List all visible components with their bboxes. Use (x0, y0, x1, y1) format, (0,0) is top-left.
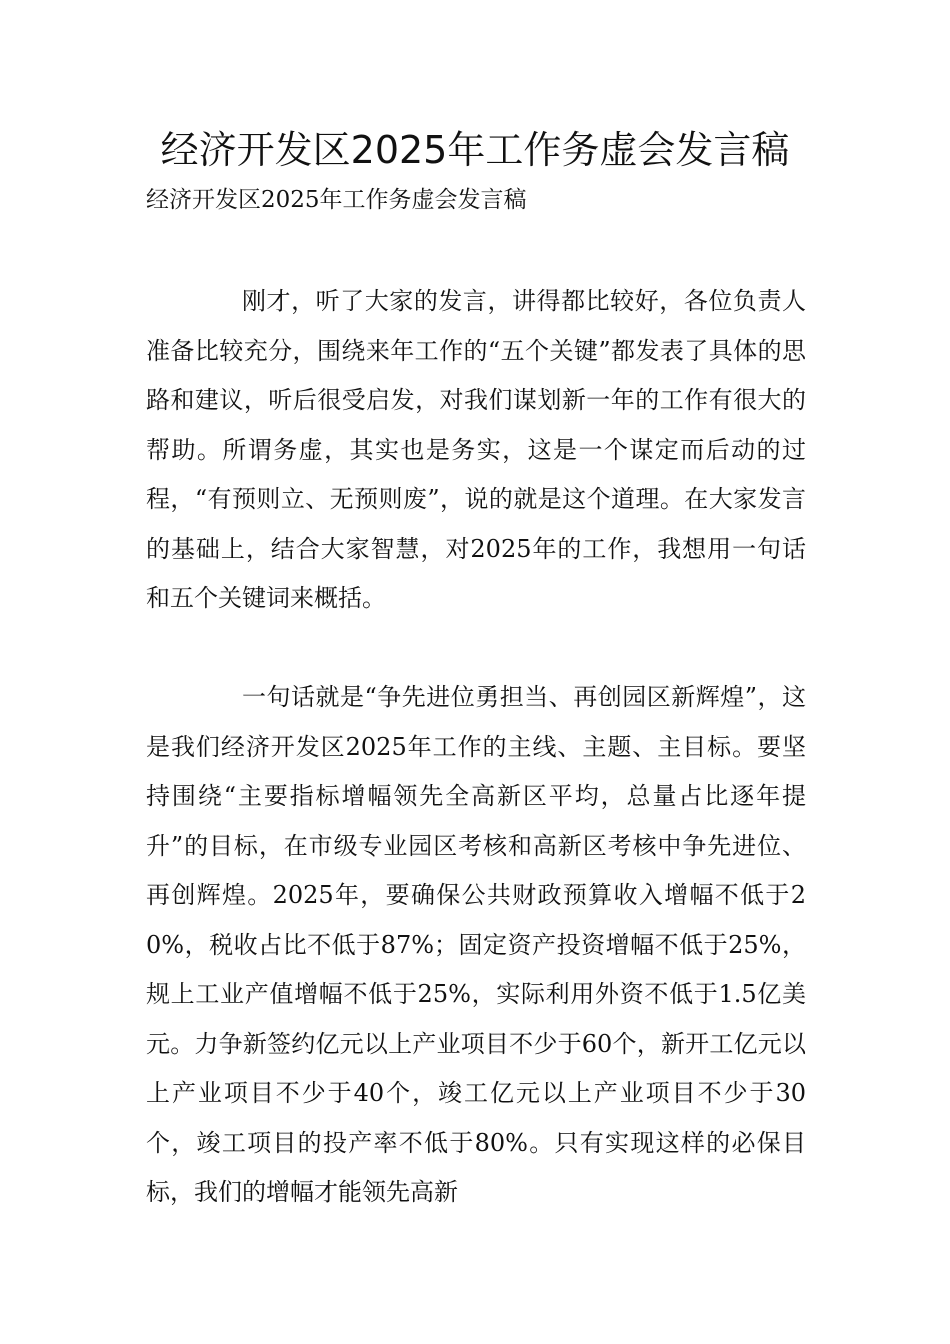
paragraph-main-line: 一句话就是“争先进位勇担当、再创园区新辉煌”，这是我们经济开发区2025年工作的主线、主题、主目标。要坚持围绕“主要指标增幅领先全高新区平均，总量占比逐年提升”的目标，在市级专业园区考核和高新区考核中争先进位、再创辉煌。2025年，要确保公共财政预算收入增幅不低于20%，税收占比不低于87%；固定资产投资增幅不低于25%，规上工业产值增幅不低于25%，实际利用外资不低于1.5亿美元。力争新签约亿元以上产业项目不少于60个，新开工亿元以上产业项目不少于40个，竣工亿元以上产业项目不少于30个，竣工项目的投产率不低于80%。只有实现这样的必保目标，我们的增幅才能领先高新 (146, 683, 806, 1206)
document-subtitle: 经济开发区2025年工作务虚会发言稿 (146, 187, 527, 213)
paragraph-opening: 刚才，听了大家的发言，讲得都比较好，各位负责人准备比较充分，围绕来年工作的“五个关键”都发表了具体的思路和建议，听后很受启发，对我们谋划新一年的工作有很大的帮助。所谓务虚，其实也是务实，这是一个谋定而后动的过程，“有预则立、无预则废”，说的就是这个道理。在大家发言的基础上，结合大家智慧，对2025年的工作，我想用一句话和五个关键词来概括。 (146, 287, 806, 612)
document-title: 经济开发区2025年工作务虚会发言稿 (160, 128, 790, 172)
